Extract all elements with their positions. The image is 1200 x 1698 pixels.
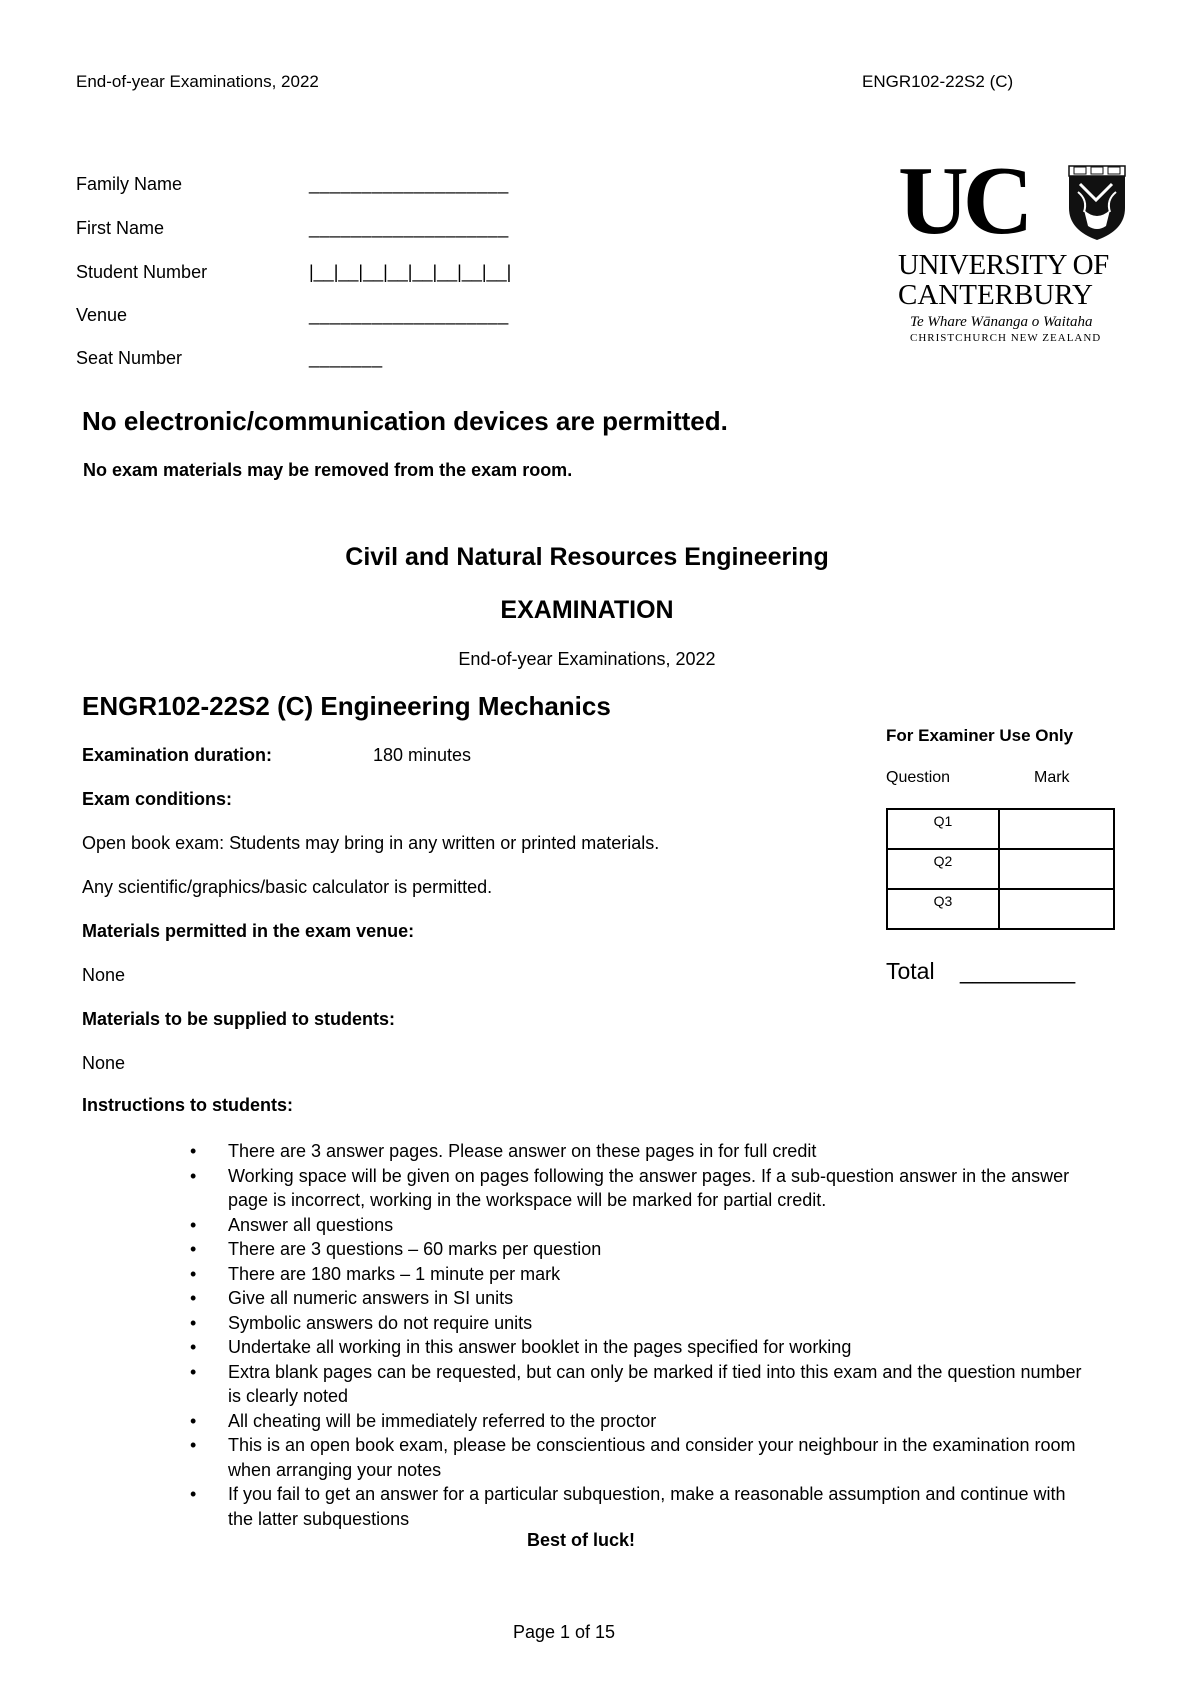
question-cell: Q3 [887, 889, 999, 929]
family-name-field[interactable]: ___________________ [309, 174, 509, 194]
examiner-col-mark: Mark [1034, 769, 1070, 786]
question-cell: Q1 [887, 809, 999, 849]
duration-label: Examination duration: [82, 745, 273, 765]
list-item: • If you fail to get an answer for a particular subquestion, make a reasonable assumption and continue with the latter subquestions [190, 1482, 1090, 1531]
header-right: ENGR102-22S2 (C) [862, 72, 1014, 91]
examiner-col-question: Question [886, 769, 951, 786]
course-title: ENGR102-22S2 (C) Engineering Mechanics [82, 691, 611, 721]
question-cell: Q2 [887, 849, 999, 889]
seat-number-label: Seat Number [76, 348, 183, 368]
table-row [887, 849, 1114, 889]
page-number: Page 1 of 15 [512, 1622, 616, 1642]
permitted-value: None [82, 965, 126, 985]
table-row [887, 809, 1114, 849]
crest-icon [1066, 164, 1128, 242]
mark-cell[interactable] [999, 809, 1114, 849]
student-number-label: Student Number [76, 262, 208, 282]
logo-line-2: CANTERBURY [898, 279, 1093, 311]
venue-label: Venue [76, 305, 128, 325]
supplied-label: Materials to be supplied to students: [82, 1009, 396, 1029]
conditions-line-1: Open book exam: Students may bring in any written or printed materials. [82, 833, 660, 853]
devices-warning: No electronic/communication devices are permitted. [82, 406, 728, 436]
materials-warning: No exam materials may be removed from the exam room. [83, 460, 573, 480]
mark-cell[interactable] [999, 889, 1114, 929]
list-item: • This is an open book exam, please be conscientious and consider your neighbour in the examination room when arranging your notes [190, 1433, 1090, 1482]
mark-cell[interactable] [999, 849, 1114, 889]
list-item: • Symbolic answers do not require units [190, 1311, 1090, 1336]
first-name-field[interactable]: ___________________ [309, 218, 509, 238]
conditions-line-2: Any scientific/graphics/basic calculator is permitted. [82, 877, 493, 897]
logo-line-4: CHRISTCHURCH NEW ZEALAND [910, 332, 1102, 344]
list-item: • Extra blank pages can be requested, but can only be marked if tied into this exam and the question number is clearly noted [190, 1360, 1090, 1409]
seat-number-field[interactable]: _______ [309, 348, 383, 368]
exam-title: EXAMINATION [500, 596, 674, 624]
permitted-label: Materials permitted in the exam venue: [82, 921, 415, 941]
list-item: • Working space will be given on pages following the answer pages. If a sub-question answer in the answer page is incorrect, working in the workspace will be marked for partial credit. [190, 1164, 1090, 1213]
list-item: • Answer all questions [190, 1213, 1090, 1238]
instructions-list [190, 1139, 1090, 1531]
logo-line-1: UNIVERSITY OF [898, 249, 1109, 281]
university-logo [898, 147, 1134, 348]
instructions-label: Instructions to students: [82, 1095, 293, 1115]
list-item: • Undertake all working in this answer booklet in the pages specified for working [190, 1335, 1090, 1360]
examiner-marks-table [886, 808, 1115, 930]
department-title: Civil and Natural Resources Engineering [345, 543, 829, 571]
logo-line-3: Te Whare Wānanga o Waitaha [910, 314, 1093, 330]
student-number-field[interactable]: |__|__|__|__|__|__|__|__| [309, 262, 512, 282]
list-item: • There are 3 answer pages. Please answer on these pages in for full credit [190, 1139, 1090, 1164]
conditions-label: Exam conditions: [82, 789, 233, 809]
supplied-value: None [82, 1053, 126, 1073]
list-item: • There are 180 marks – 1 minute per mark [190, 1262, 1090, 1287]
table-row [887, 889, 1114, 929]
examiner-title: For Examiner Use Only [886, 726, 1074, 745]
list-item: • Give all numeric answers in SI units [190, 1286, 1090, 1311]
venue-field[interactable]: ___________________ [309, 305, 509, 325]
total-label: Total [886, 958, 935, 984]
session-title: End-of-year Examinations, 2022 [458, 649, 716, 669]
first-name-label: First Name [76, 218, 165, 238]
list-item: • All cheating will be immediately referred to the proctor [190, 1409, 1090, 1434]
family-name-label: Family Name [76, 174, 183, 194]
header-left: End-of-year Examinations, 2022 [76, 72, 319, 91]
total-field[interactable]: _________ [960, 958, 1076, 984]
logo-initials: UC [898, 147, 1028, 255]
duration-value: 180 minutes [373, 745, 472, 765]
list-item: • There are 3 questions – 60 marks per question [190, 1237, 1090, 1262]
closing-text: Best of luck! [527, 1530, 636, 1550]
